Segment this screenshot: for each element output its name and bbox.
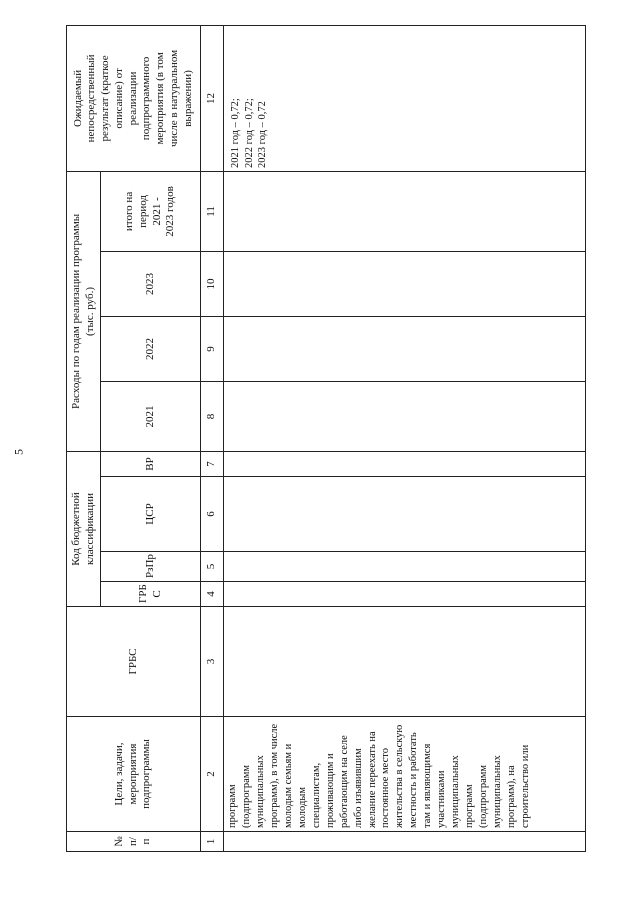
table-row bbox=[224, 25, 586, 851]
column-number: 5 bbox=[201, 552, 224, 582]
header-grbs: ГРБС bbox=[67, 607, 201, 717]
cell-n bbox=[224, 832, 586, 852]
cell-goal bbox=[224, 717, 586, 832]
cell-2023 bbox=[224, 251, 586, 316]
header-n: № п/п bbox=[67, 832, 201, 852]
result-line: 2021 год – 0,72; bbox=[230, 98, 241, 168]
cell-2022 bbox=[224, 316, 586, 381]
header-row-group bbox=[67, 25, 101, 851]
header-2023: 2023 bbox=[101, 251, 201, 316]
cell-kbk-vr bbox=[224, 451, 586, 476]
header-expenses-group: Расходы по годам реализации программы (тыс. руб.) bbox=[67, 171, 101, 451]
column-number: 1 bbox=[201, 832, 224, 852]
column-number: 7 bbox=[201, 451, 224, 476]
header-2022: 2022 bbox=[101, 316, 201, 381]
cell-kbk-csr bbox=[224, 477, 586, 552]
column-number: 9 bbox=[201, 316, 224, 381]
column-number: 4 bbox=[201, 582, 224, 607]
cell-kbk-grbs bbox=[224, 582, 586, 607]
program-table bbox=[66, 25, 586, 852]
goal-text: программ (подпрограмм муниципальных программ), в том числе молодым семьям и молодым специалистам, проживающим и работающим на селе либо изъявившим желание переехать на постоянное место жительства в сельскую местность и работать там и являющимся участниками муниципальных программ (подпрограмм муниципальных программ), на строительство или bbox=[227, 723, 532, 828]
header-total: итого на период 2021 - 2023 годов bbox=[101, 171, 201, 251]
cell-result bbox=[224, 25, 586, 171]
header-result: Ожидаемый непосредственный результат (краткое описание) от реализации подпрограммного мероприятия (в том числе в натуральном выражении) bbox=[67, 25, 201, 171]
column-number: 6 bbox=[201, 477, 224, 552]
column-number: 2 bbox=[201, 717, 224, 832]
page-number: 5 bbox=[11, 449, 26, 455]
header-goals: Цели, задачи, мероприятия подпрограммы bbox=[67, 717, 201, 832]
table-container bbox=[66, 26, 586, 852]
header-kbk-grbs: ГРБ С bbox=[101, 582, 201, 607]
cell-grbs bbox=[224, 607, 586, 717]
header-kbk-csr: ЦСР bbox=[101, 477, 201, 552]
column-number-row bbox=[201, 25, 224, 851]
cell-kbk-rzpr bbox=[224, 552, 586, 582]
header-kbk-vr: ВР bbox=[101, 451, 201, 476]
header-kbk-rzpr: РзПр bbox=[101, 552, 201, 582]
column-number: 10 bbox=[201, 251, 224, 316]
result-text bbox=[226, 29, 270, 168]
header-2021: 2021 bbox=[101, 381, 201, 451]
column-number: 11 bbox=[201, 171, 224, 251]
header-kbk-group: Код бюджетной классификации bbox=[67, 451, 101, 606]
column-number: 12 bbox=[201, 25, 224, 171]
cell-total bbox=[224, 171, 586, 251]
result-line: 2023 год – 0,72 bbox=[257, 101, 269, 168]
result-line: 2022 год – 0,72; bbox=[243, 98, 255, 168]
column-number: 3 bbox=[201, 607, 224, 717]
cell-2021 bbox=[224, 381, 586, 451]
column-number: 8 bbox=[201, 381, 224, 451]
